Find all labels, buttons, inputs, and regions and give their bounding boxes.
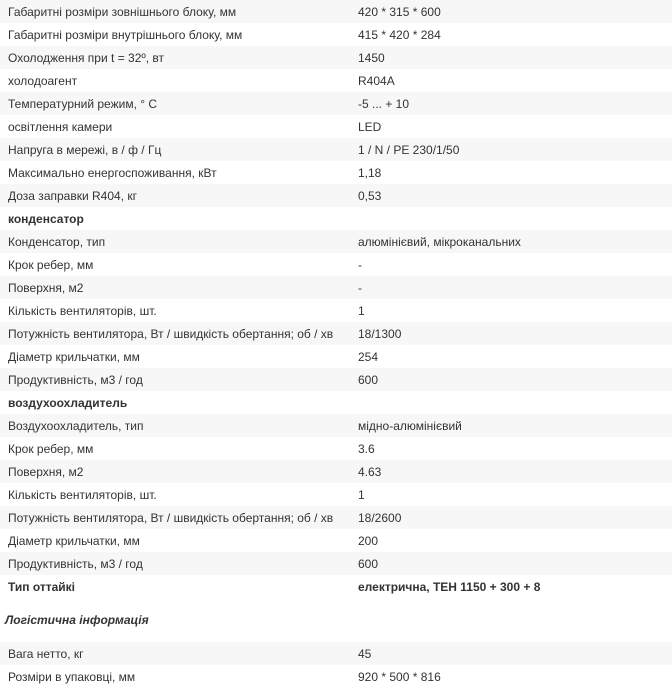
spec-value: 18/1300 (350, 322, 672, 345)
spec-value: - (350, 253, 672, 276)
spec-row-defrost-type (0, 575, 672, 598)
spec-value: 420 * 315 * 600 (350, 0, 672, 23)
spec-value: R404A (350, 69, 672, 92)
spec-label: Кількість вентиляторів, шт. (0, 483, 350, 506)
spec-row (0, 92, 672, 115)
logistics-label: Вага нетто, кг (0, 642, 350, 665)
spec-label: Максимально енергоспоживання, кВт (0, 161, 350, 184)
logistics-label: Розміри в упаковці, мм (0, 665, 350, 688)
spec-row (0, 276, 672, 299)
spec-label: Температурний режим, ° С (0, 92, 350, 115)
spec-row (0, 506, 672, 529)
logistics-row (0, 642, 672, 665)
group-heading-value (350, 207, 672, 230)
logistics-section-title: Логістична інформація (0, 598, 672, 642)
spec-value: 1 (350, 483, 672, 506)
group-heading-label: конденсатор (0, 207, 350, 230)
spec-row (0, 46, 672, 69)
spec-value: 0,53 (350, 184, 672, 207)
logistics-value: 920 * 500 * 816 (350, 665, 672, 688)
spec-row (0, 184, 672, 207)
spec-label: Потужність вентилятора, Вт / швидкість обертання; об / хв (0, 322, 350, 345)
spec-row (0, 437, 672, 460)
spec-label: Напруга в мережі, в / ф / Гц (0, 138, 350, 161)
spec-label: Крок ребер, мм (0, 253, 350, 276)
spec-value: - (350, 276, 672, 299)
spec-value: 4.63 (350, 460, 672, 483)
logistics-value: 45 (350, 642, 672, 665)
spec-row (0, 322, 672, 345)
spec-row (0, 345, 672, 368)
spec-label: Конденсатор, тип (0, 230, 350, 253)
spec-row (0, 483, 672, 506)
spec-label: Поверхня, м2 (0, 276, 350, 299)
spec-label: Діаметр крильчатки, мм (0, 529, 350, 552)
spec-row (0, 230, 672, 253)
spec-label: Воздухоохладитель, тип (0, 414, 350, 437)
spec-value: електрична, ТЕН 1150 + 300 + 8 (350, 575, 672, 598)
spec-value: LED (350, 115, 672, 138)
spec-label: Охолодження при t = 32º, вт (0, 46, 350, 69)
spec-row (0, 23, 672, 46)
spec-value: 1 (350, 299, 672, 322)
spec-label: холодоагент (0, 69, 350, 92)
spec-row (0, 552, 672, 575)
group-heading-label: воздухоохладитель (0, 391, 350, 414)
spec-value: 600 (350, 368, 672, 391)
spec-value: 254 (350, 345, 672, 368)
spec-label: Поверхня, м2 (0, 460, 350, 483)
spec-value: 415 * 420 * 284 (350, 23, 672, 46)
spec-row (0, 253, 672, 276)
spec-label: Габаритні розміри зовнішнього блоку, мм (0, 0, 350, 23)
spec-row (0, 299, 672, 322)
spec-value: 600 (350, 552, 672, 575)
spec-value: 200 (350, 529, 672, 552)
spec-row (0, 460, 672, 483)
spec-label: Тип оттайкі (0, 575, 350, 598)
spec-value: 1450 (350, 46, 672, 69)
spec-value: 1 / N / PE 230/1/50 (350, 138, 672, 161)
spec-label: Габаритні розміри внутрішнього блоку, мм (0, 23, 350, 46)
spec-row (0, 161, 672, 184)
logistics-row (0, 665, 672, 688)
spec-row (0, 529, 672, 552)
spec-value: 1,18 (350, 161, 672, 184)
spec-label: Продуктивність, м3 / год (0, 552, 350, 575)
spec-row (0, 0, 672, 23)
spec-row (0, 368, 672, 391)
spec-group-heading (0, 207, 672, 230)
spec-label: Крок ребер, мм (0, 437, 350, 460)
spec-value: 3.6 (350, 437, 672, 460)
spec-row (0, 138, 672, 161)
spec-value: -5 ... + 10 (350, 92, 672, 115)
spec-group-heading (0, 391, 672, 414)
spec-label: освітлення камери (0, 115, 350, 138)
spec-label: Кількість вентиляторів, шт. (0, 299, 350, 322)
spec-label: Діаметр крильчатки, мм (0, 345, 350, 368)
spec-value: мідно-алюмінієвий (350, 414, 672, 437)
spec-label: Потужність вентилятора, Вт / швидкість обертання; об / хв (0, 506, 350, 529)
spec-row (0, 414, 672, 437)
spec-row (0, 69, 672, 92)
spec-label: Продуктивність, м3 / год (0, 368, 350, 391)
group-heading-value (350, 391, 672, 414)
spec-label: Доза заправки R404, кг (0, 184, 350, 207)
spec-value: 18/2600 (350, 506, 672, 529)
spec-row (0, 115, 672, 138)
spec-value: алюмінієвий, мікроканальних (350, 230, 672, 253)
logistics-table (0, 642, 672, 688)
